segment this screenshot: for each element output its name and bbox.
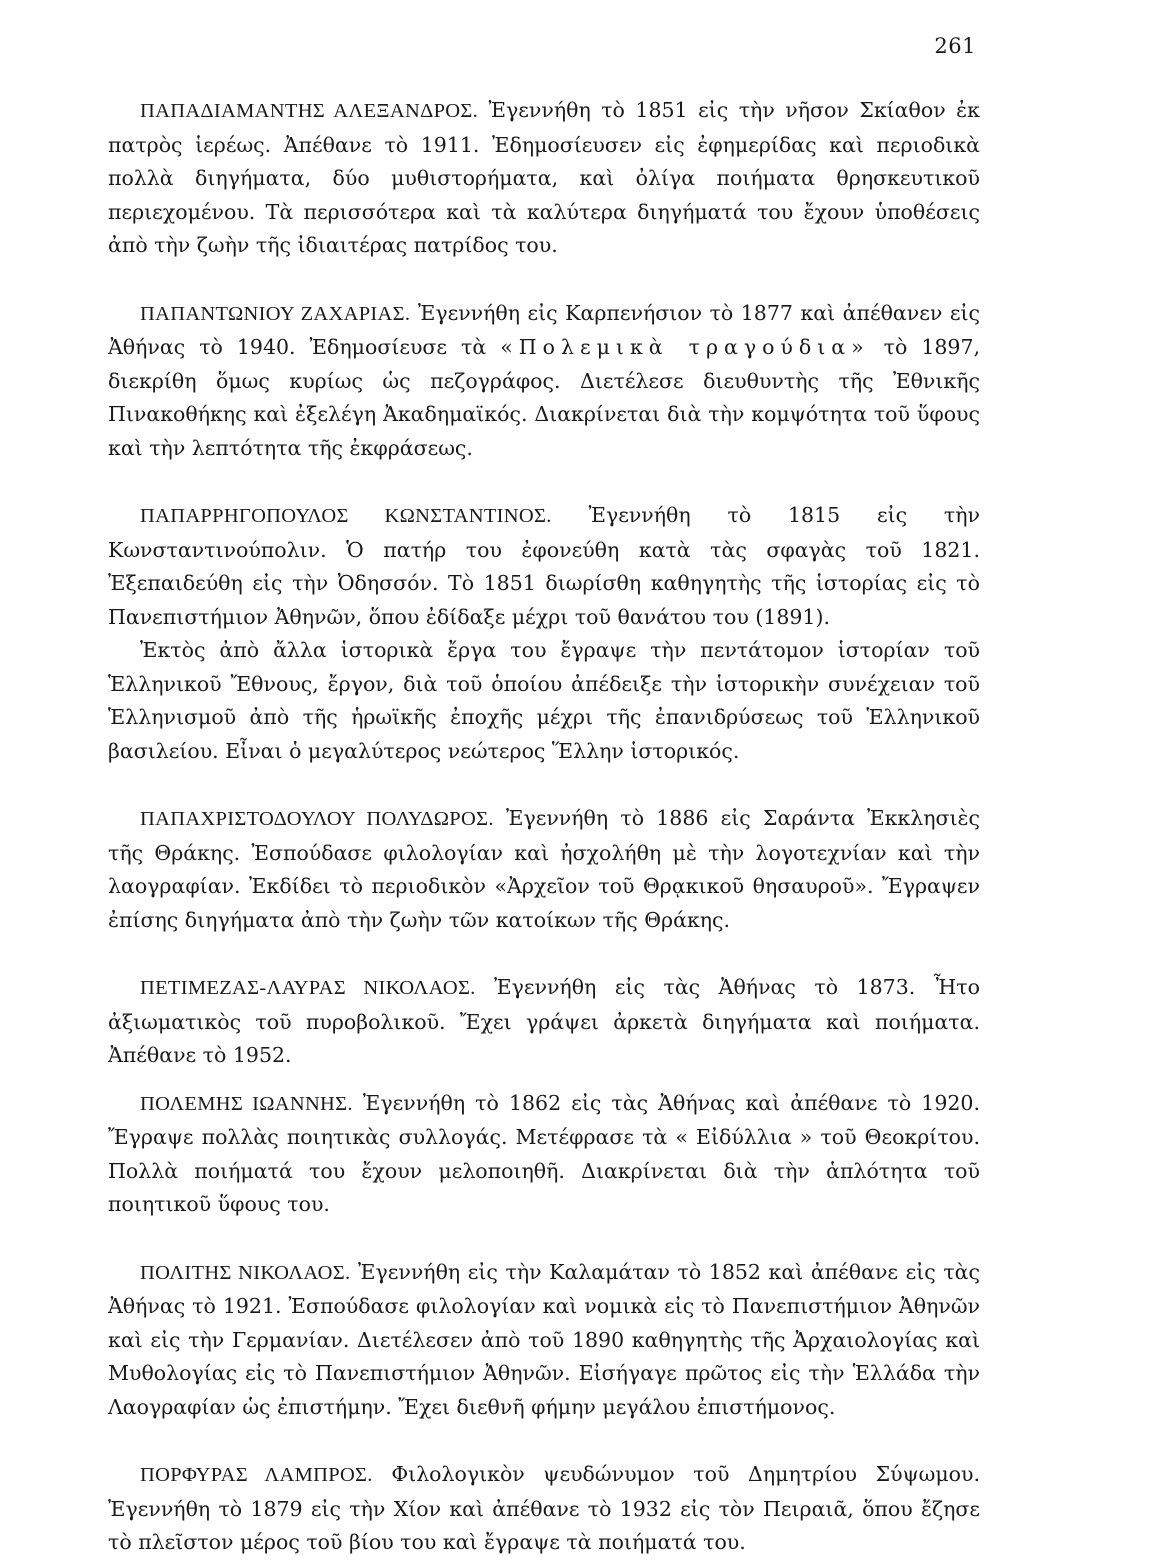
entry-text: Ἐγεννήθη τὸ 1886 εἰς Σαράντα Ἐκκλησιὲς τῆς Θράκης. Ἐσπούδασε φιλολογίαν καὶ ἠσχολήθη μὲ τὴν λογοτεχνίαν καὶ τὴν λαογραφίαν. Ἐκδίδει τὸ περιοδικὸν «Ἀρχεῖον τοῦ Θρᾳκικοῦ θησαυροῦ». Ἔγραψεν ἐπίσης διηγήματα ἀπὸ τὴν ζωὴν τῶν κατοίκων τῆς Θράκης. xyxy=(108,806,980,932)
entry-name: ΠΟΛΕΜΗΣ ΙΩΑΝΝΗΣ. xyxy=(140,1092,353,1115)
entry-papachristodoulou xyxy=(108,802,980,937)
entry-text: Ἐγεννήθη τὸ 1851 εἰς τὴν νῆσον Σκίαθον ἐκ πατρὸς ἱερέως. Ἀπέθανε τὸ 1911. Ἐδημοσίευσεν εἰς ἐφημερίδας καὶ περιοδικὰ πολλὰ διηγήματα, δύο μυθιστορήματα, καὶ ὀλίγα ποιήματα θρησκευτικοῦ περιεχομένου. Τὰ περισσότερα καὶ τὰ καλύτερα διηγήματά του ἔχουν ὑποθέσεις ἀπὸ τὴν ζωὴν τῆς ἰδιαιτέρας πατρίδος του. xyxy=(108,98,980,257)
entry-paparrigopoulos xyxy=(108,499,980,768)
entry-name: ΠΟΡΦΥΡΑΣ ΛΑΜΠΡΟΣ. xyxy=(140,1464,373,1486)
entry-name: ΠΑΠΑΝΤΩΝΙΟΥ ΖΑΧΑΡΙΑΣ. xyxy=(140,302,411,325)
entry-name: ΠΑΠΑΡΡΗΓΟΠΟΥΛΟΣ ΚΩΝΣΤΑΝΤΙΝΟΣ. xyxy=(140,505,552,527)
entry-name: ΠΑΠΑΔΙΑΜΑΝΤΗΣ ΑΛΕΞΑΝΔΡΟΣ. xyxy=(140,100,479,122)
work-title: «Πολεμικὰ τραγούδια» xyxy=(500,335,870,359)
entry-name: ΠΑΠΑΧΡΙΣΤΟΔΟΥΛΟΥ ΠΟΛΥΔΩΡΟΣ. xyxy=(140,808,494,830)
biography-column xyxy=(108,94,980,1560)
entry-polemis xyxy=(108,1087,980,1222)
entry-text: Ἐγεννήθη τὸ 1862 εἰς τὰς Ἀθήνας καὶ ἀπέθανε τὸ 1920. Ἔγραψε πολλὰς ποιητικὰς συλλογάς. Μετέφρασε τὰ « Εἰδύλλια » τοῦ Θεοκρίτου. Πολλὰ ποιήματά του ἔχουν μελοποιηθῆ. Διακρίνεται διὰ τὴν ἁπλότητα τοῦ ποιητικοῦ ὕφους του. xyxy=(108,1090,980,1216)
entry-porfyras xyxy=(108,1458,980,1560)
page-number: 261 xyxy=(934,34,976,58)
entry-name: ΠΟΛΙΤΗΣ ΝΙΚΟΛΑΟΣ. xyxy=(140,1261,351,1284)
entry-text-paragraph: Ἐκτὸς ἀπὸ ἄλλα ἱστορικὰ ἔργα του ἔγραψε τὴν πεντάτομον ἱστορίαν τοῦ Ἑλληνικοῦ Ἔθνους, ἔργον, διὰ τοῦ ὁποίου ἀπέδειξε τὴν ἱστορικὴν συνέχειαν τοῦ Ἑλληνισμοῦ ἀπὸ τῆς ἡρωϊκῆς ἐποχῆς μέχρι τῆς ἐπανιδρύσεως τοῦ Ἑλληνικοῦ βασιλείου. Εἶναι ὁ μεγαλύτερος νεώτερος Ἕλλην ἱστορικός. xyxy=(108,638,980,763)
entry-text: Ἐγεννήθη τὸ 1815 εἰς τὴν Κωνσταντινούπολιν. Ὁ πατήρ του ἐφονεύθη κατὰ τὰς σφαγὰς τοῦ 1821. Ἐξεπαιδεύθη εἰς τὴν Ὀδησσόν. Τὸ 1851 διωρίσθη καθηγητὴς τῆς ἱστορίας εἰς τὸ Πανεπιστήμιον Ἀθηνῶν, ὅπου ἐδίδαξε μέχρι τοῦ θανάτου του (1891). xyxy=(108,503,980,629)
entry-politis xyxy=(108,1256,980,1425)
entry-text: Ἐγεννήθη εἰς Καρπενήσιον τὸ 1877 καὶ ἀπέθανεν εἰς Ἀθήνας τὸ 1940. Ἐδημοσίευσε τὰ xyxy=(108,300,980,359)
entry-papantoniou xyxy=(108,297,980,466)
entry-text: Ἐγεννήθη εἰς τὴν Καλαμάταν τὸ 1852 καὶ ἀπέθανε εἰς τὰς Ἀθήνας τὸ 1921. Ἐσπούδασε φιλολογίαν καὶ νομικὰ εἰς τὸ Πανεπιστήμιον Ἀθηνῶν καὶ εἰς τὴν Γερμανίαν. Διετέλεσεν ἀπὸ τοῦ 1890 καθηγητὴς τῆς Ἀρχαιολογίας καὶ Μυθολογίας εἰς τὸ Πανεπιστήμιον Ἀθηνῶν. Εἰσήγαγε πρῶτος εἰς τὴν Ἑλλάδα τὴν Λαογραφίαν ὡς ἐπιστήμην. Ἔχει διεθνῆ φήμην μεγάλου ἐπιστήμονος. xyxy=(108,1259,980,1419)
entry-name: ΠΕΤΙΜΕΖΑΣ-ΛΑΥΡΑΣ ΝΙΚΟΛΑΟΣ. xyxy=(140,977,476,999)
entry-text: Φιλολογικὸν ψευδώνυμον τοῦ Δημητρίου Σύψωμου. Ἐγεννήθη τὸ 1879 εἰς τὴν Χίον καὶ ἀπέθανε τὸ 1932 εἰς τὸν Πειραιᾶ, ὅπου ἔζησε τὸ πλεῖστον μέρος τοῦ βίου του καὶ ἔγραψε τὰ ποιήματά του. xyxy=(108,1462,980,1554)
entry-text: τὸ 1897, διεκρίθη ὅμως κυρίως ὡς πεζογράφος. Διετέλεσε διευθυντὴς τῆς Ἐθνικῆς Πινακοθήκης καὶ ἐξελέγη Ἀκαδημαϊκός. Διακρίνεται διὰ τὴν κομψότητα τοῦ ὕφους καὶ τὴν λεπτότητα τῆς ἐκφράσεως. xyxy=(108,335,981,460)
entry-papadiamantis xyxy=(108,94,980,263)
entry-text: Ἐγεννήθη εἰς τὰς Ἀθήνας τὸ 1873. Ἦτο ἀξιωματικὸς τοῦ πυροβολικοῦ. Ἔχει γράψει ἀρκετὰ διηγήματα καὶ ποιήματα. Ἀπέθανε τὸ 1952. xyxy=(108,975,980,1067)
entry-petimezas-lavras xyxy=(108,971,980,1073)
